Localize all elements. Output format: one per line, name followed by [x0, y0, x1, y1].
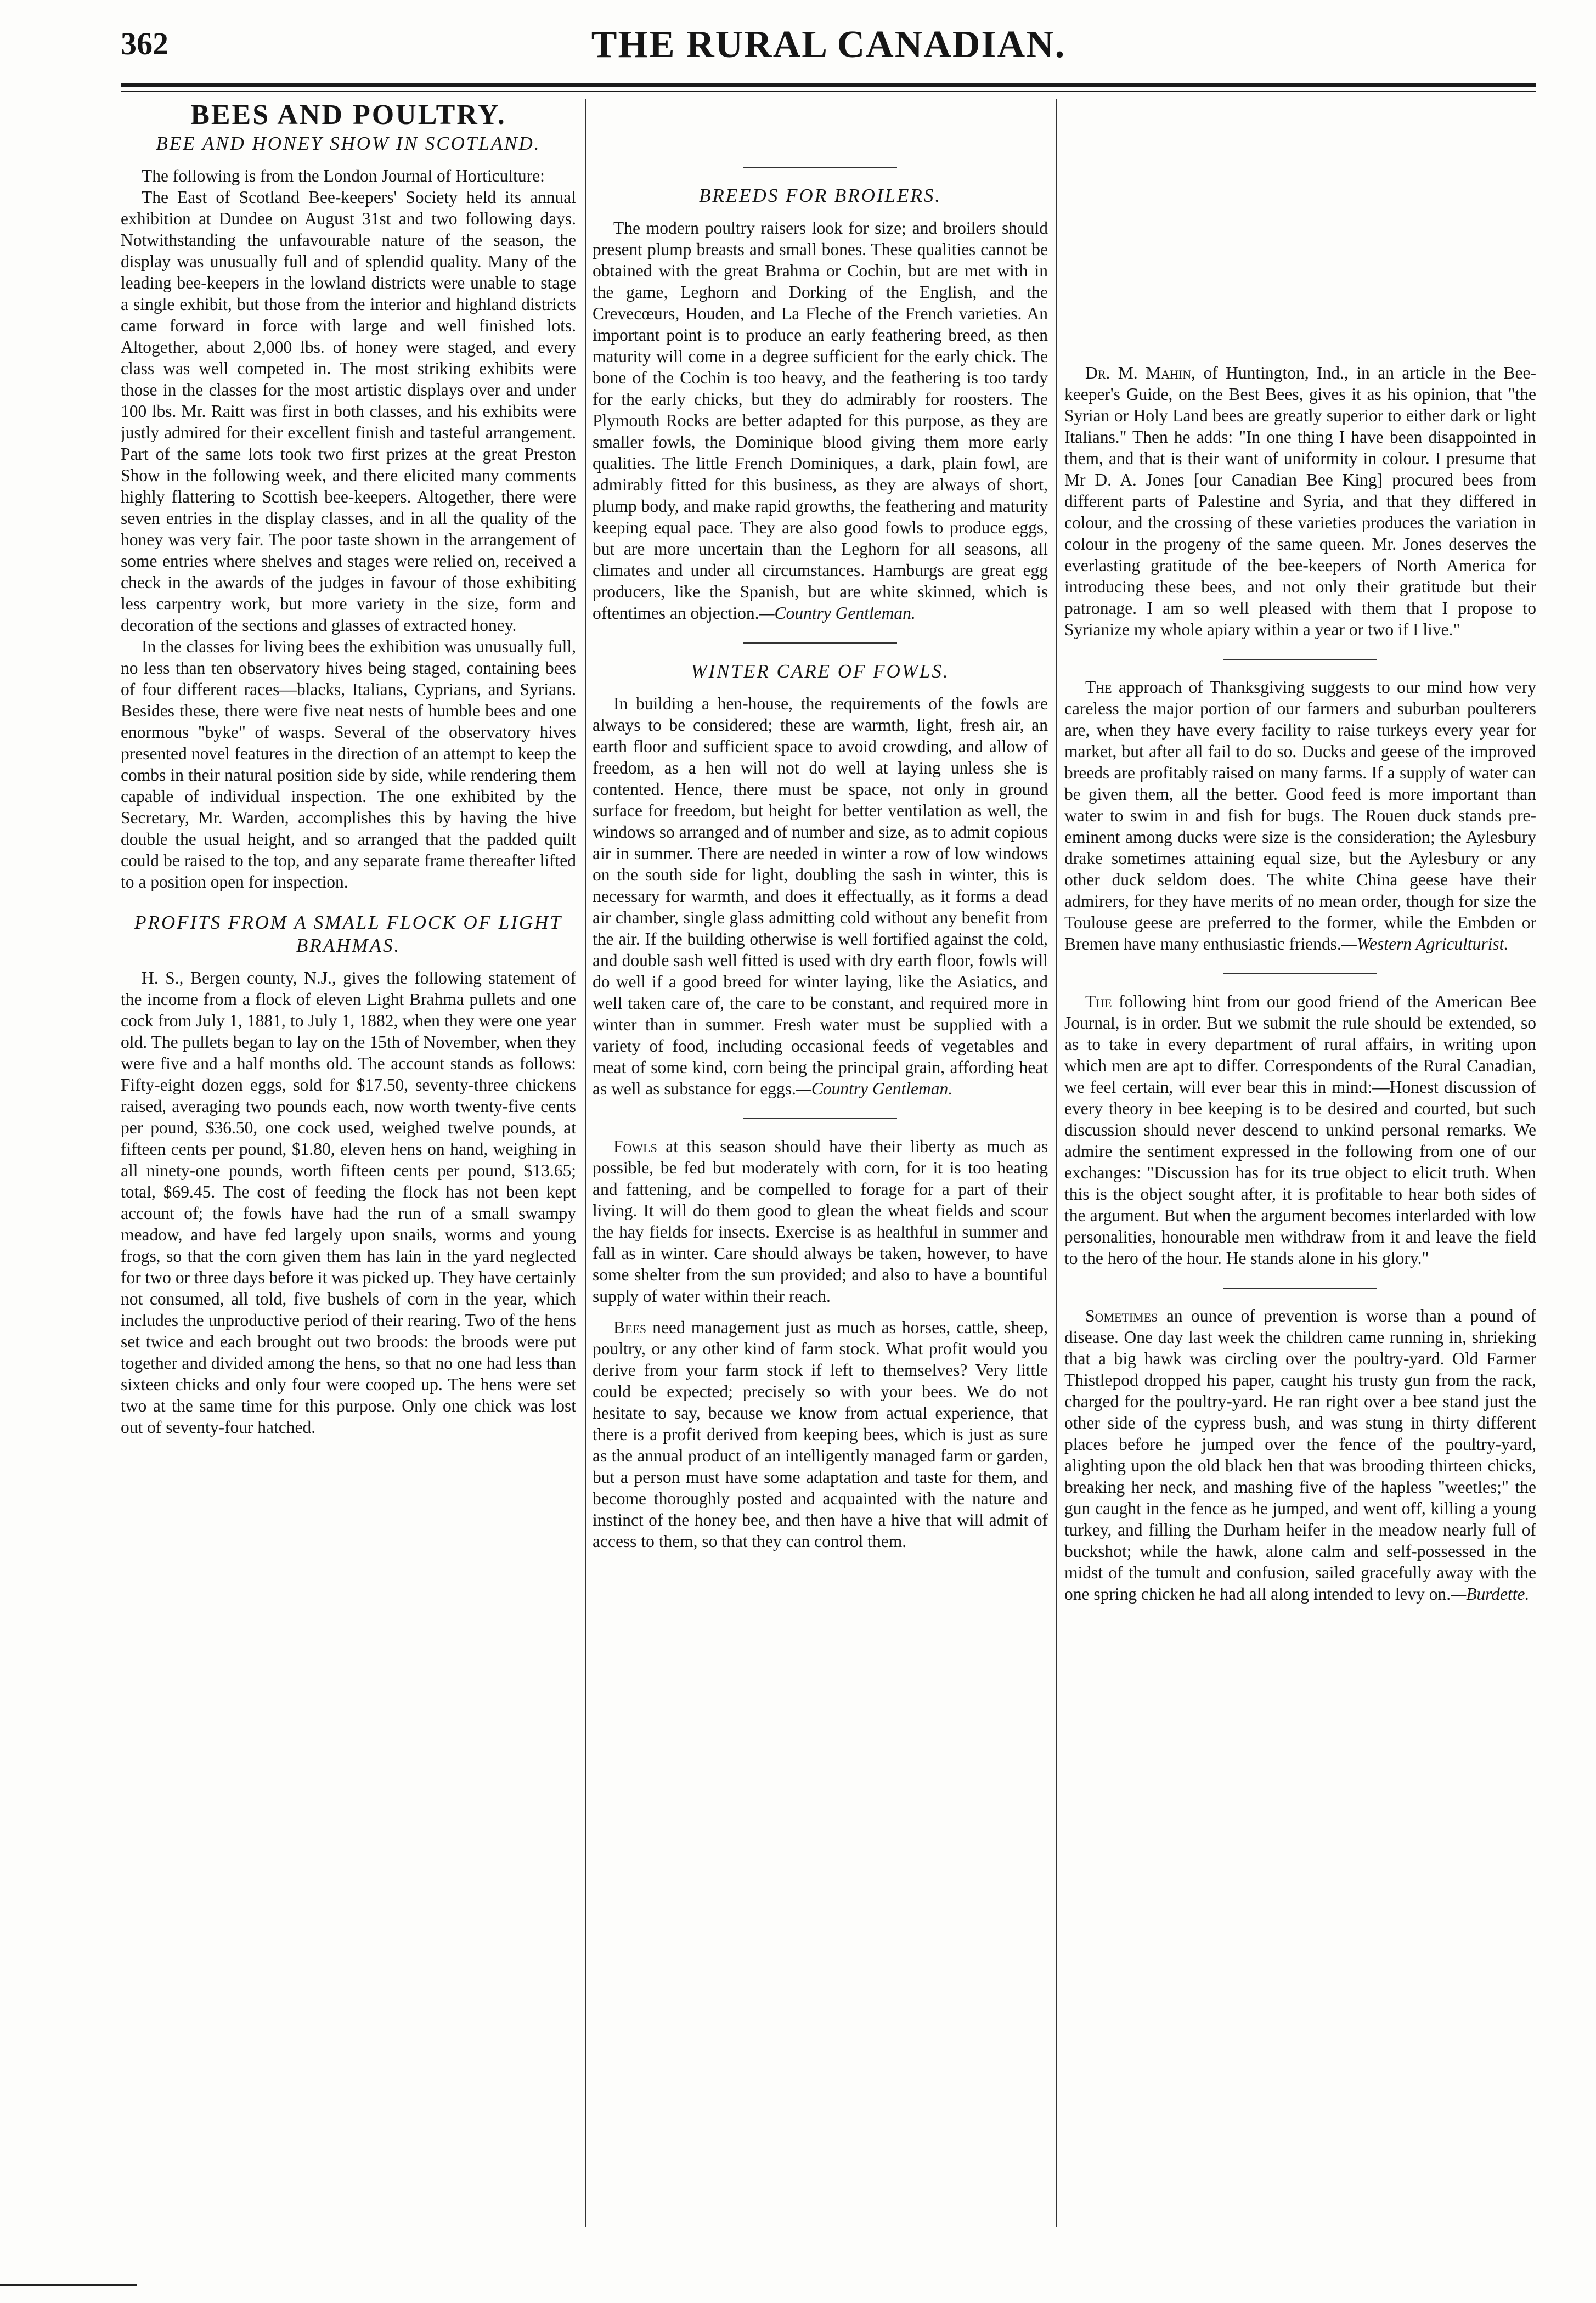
masthead: [121, 16, 1536, 77]
syrian-lead: Dr. M. Mahin: [1085, 363, 1192, 382]
broilers-text: The modern poultry raisers look for size; and broilers should present plump breasts and small bones. These qualities cannot be obtained with the great Brahma or Cochin, but are met with in the game, Leghorn and Dorking of the English, and the Crevecœurs, Houden, and La Fleche of the French varieties. An important point is to produce an early feathering breed, as then maturity will come in a degree sufficient for the early chick. The bone of the Cochin is too heavy, and the feathering is too tardy for the early chicks, but they do admirably for roosters. The Plymouth Rocks are better adapted for this purpose, as they are smaller fowls, the Dominique blood giving them more early qualities. The little French Dominiques, a dark, plain fowl, are admirably fitted for this business, as they are always of short, plump body, and make rapid growths, the feathering and maturity keeping equal pace. They are also good fowls to produce eggs, but are more uncertain than the Leghorn for all seasons, all climates and under all circumstances. Hamburgs are great egg producers, like the Spanish, but are white skinned, which is oftentimes an objection.: [593, 218, 1048, 623]
broilers-credit: —Country Gentleman.: [759, 603, 916, 623]
column-1: [121, 99, 576, 2227]
thanksgiving-paragraph: [1064, 676, 1536, 955]
header-rule-thick: [121, 83, 1536, 87]
article-separator: [743, 642, 897, 644]
hawk-text: an ounce of prevention is worse than a pound of disease. One day last week the children came running in, shrieking that a big hawk was circling over the poultry-yard. Old Farmer Thistlepod dropped his paper, caught his trusty gun from the rack, charged for the poultry-yard. He ran right over a bee stand just the other side of the cypress bush, and was stung in thirty different places before he jumped over the fence of the poultry-yard, alighting upon the old black hen that was brooding thirteen chicks, breaking her neck, and mashing five of the hapless "weetles;" the gun caught in the fence as he jumped, and went off, killing a young turkey, and filling the Durham heifer in the meadow nearly full of buckshot; while the hawk, alone calm and self-possessed in the midst of the tumult and confusion, sailed gracefully away with the one spring chicken he had all along intended to levy on.: [1064, 1306, 1536, 1604]
liberty-paragraph: [593, 1136, 1048, 1307]
hawk-lead: Sometimes: [1085, 1306, 1158, 1325]
thanksgiving-credit: —Western Agriculturist.: [1341, 934, 1509, 953]
page-number: 362: [121, 26, 168, 61]
article-title-winter: WINTER CARE OF FOWLS.: [691, 661, 950, 682]
thanksgiving-lead: The: [1085, 678, 1112, 697]
syrian-text: , of Huntington, Ind., in an article in the Bee-keeper's Guide, on the Best Bees, gives it as his opinion, that "the Syrian or Holy Land bees are greatly superior to either dark or light Italians." Then he adds: "In one thing I have been disappointed in them, and that is their want of uniformity in colour. I presume that Mr D. A. Jones [our Canadian Bee King] procured bees from different parts of Palestine and Syria, and that they differed in colour, and the crossing of these varieties produces the variation in colour in the progeny of the same queen. Mr. Jones deserves the everlasting gratitude of the bee-keepers of North America for introducing these bees, and not only their gratitude but their patronage. I am so well pleased with them that I propose to Syrianize my whole apiary within a year or two if I live.": [1064, 363, 1536, 639]
bees-lead: Bees: [613, 1318, 647, 1337]
column-divider: [1056, 99, 1057, 2227]
journal-title: THE RURAL CANADIAN.: [591, 24, 1066, 66]
column-3: [1064, 99, 1536, 2227]
article-separator: [1223, 1288, 1377, 1289]
winter-paragraph: [593, 693, 1048, 1099]
article-title-brahmas: PROFITS FROM A SMALL FLOCK OF LIGHT BRAHMAS.: [134, 912, 562, 956]
article-separator: [1223, 973, 1377, 974]
article-separator: [743, 1118, 897, 1119]
column-2: [593, 99, 1048, 2227]
liberty-lead: Fowls: [613, 1137, 657, 1156]
bee-show-paragraph: In the classes for living bees the exhibition was unusually full, no less than ten observatory hives being staged, containing bees of four different races—blacks, Italians, Cyprians, and Syrians. Besides these, there were five neat nests of humble bees and one enormous "byke" of wasps. Several of the observatory hives presented novel features in the direction of an attempt to keep the combs in their natural position side by side, while rendering them capable of individual inspection. The one exhibited by the Secretary, Mr. Warden, accomplishes this by having the hive double the usual height, and so arranged that the padded quilt could be raised to the top, and any separate frame thereafter lifted to a position open for inspection.: [121, 637, 576, 891]
discussion-text: following hint from our good friend of the American Bee Journal, is in order. But we submit the rule should be extended, so as to take in every department of rural affairs, in writing upon which men are apt to differ. Correspondents of the Rural Canadian, we feel certain, will ever bear this in mind:—Honest discussion of every theory in bee keeping is to be desired and courted, but such discussion should never descend to unkind personal remarks. We admire the sentiment expressed in the following from one of our exchanges: "Discussion has for its true object to elicit truth. When this is the object sought after, it is profitable to hear both sides of the argument. But when the argument becomes interlarded with low personalities, honourable men withdraw from it and leave the field to the hero of the hour. He stands alone in his glory.": [1064, 992, 1536, 1268]
hawk-paragraph: [1064, 1305, 1536, 1605]
liberty-text: at this season should have their liberty as much as possible, be fed but moderately with corn, for it is too heating and fattening, and be compelled to forage for a part of their living. It will do them good to glean the wheat fields and scour the hay fields for insects. Exercise is as healthful in summer and fall as in winter. Care should always be taken, however, to have some shelter from the sun provided; and also to have a bountiful supply of water within their reach.: [593, 1137, 1048, 1306]
winter-credit: —Country Gentleman.: [796, 1079, 953, 1098]
syrian-paragraph: [1064, 362, 1536, 640]
bee-show-intro: The following is from the London Journal of Horticulture:: [142, 166, 545, 185]
bee-show-paragraph: The East of Scotland Bee-keepers' Society held its annual exhibition at Dundee on August 31st and two following days. Notwithstanding the unfavourable nature of the season, the display was unusually full and of splendid quality. Many of the leading bee-keepers in the lowland districts were unable to stage a single exhibit, but those from the interior and highland districts came forward in force with large and well finished lots. Altogether, about 2,000 lbs. of honey were staged, and every class was well competed in. The most striking exhibits were those in the classes for the most artistic displays over and under 100 lbs. Mr. Raitt was first in both classes, and his exhibits were justly admired for their excellent finish and tasteful arrangement. Part of the same lots took two first prizes at the great Preston Show in the following week, and there elicited many comments highly flattering to Scottish bee-keepers. Altogether, there were seven entries in the display classes, and in all the quality of the honey was very fair. The poor taste shown in the arrangement of some entries where shelves and stages were relied on, received a check in the awards of the judges in favour of those exhibiting less carpentry work, but more variety in the size, form and decoration of the sections and glasses of extracted honey.: [121, 188, 576, 635]
bees-paragraph: [593, 1317, 1048, 1552]
hawk-credit: —Burdette.: [1451, 1584, 1530, 1604]
section-title: BEES AND POULTRY.: [190, 99, 506, 131]
thanksgiving-text: approach of Thanksgiving suggests to our mind how very careless the major portion of our farmers and suburban poulterers are, when they have every facility to raise turkeys every year for market, but after all fail to do so. Ducks and geese of the improved breeds are profitably raised on many farms. If a supply of water can be given them, all the better. Good feed is more important than water to swim in and fish for bugs. The Rouen duck stands pre-eminent among ducks were size is the consideration; the Aylesbury drake sometimes attaining equal size, but the Aylesbury or any other duck seldom does. The white China geese have their admirers, for they have merits of no mean order, though for size the Toulouse geese are preferred to the former, while the Embden or Bremen have many enthusiastic friends.: [1064, 678, 1536, 953]
article-separator: [743, 167, 897, 168]
winter-text: In building a hen-house, the requirements of the fowls are always to be considered; these are warmth, light, fresh air, an earth floor and sufficient space to avoid crowding, and allow of freedom, as a hen will not do well at laying unless she is contented. Hence, there must be space, not only in ground surface for freedom, but height for better ventilation as well, the windows so arranged and of number and size, as to admit copious air in summer. There are needed in winter a row of low windows on the south side for light, doubling the sash in winter, this is necessary for warmth, and does it effectually, as it forms a dead air chamber, single glass admitting cold without any benefit from the air. If the building otherwise is well fortified against the cold, and double sash well fitted is used with dry earth floor, fowls will do well if a good breed for winter laying, like the Asiatics, and well taken care of, the care to be constant, and required more in winter than in summer. Fresh water must be supplied with a variety of food, including occasional feeds of vegetables and meat of some kind, corn being the principal grain, affording heat as well as substance for eggs.: [593, 694, 1048, 1098]
brahmas-paragraph: H. S., Bergen county, N.J., gives the following statement of the income from a flock of eleven Light Brahma pullets and one cock from July 1, 1881, to July 1, 1882, when they were one year old. The pullets began to lay on the 15th of November, when they were five and a half months old. The account stands as follows: Fifty-eight dozen eggs, sold for $17.50, seventy-three chickens raised, averaging two pounds each, now worth twenty-five cents per pound, $36.50, one cock used, weighed twelve pounds, at fifteen cents per pound, $1.80, eleven hens on hand, weighing in all ninety-one pounds, worth fifteen cents per pound, $13.65; total, $69.45. The cost of feeding the flock has not been kept account of; the fowls have had the run of a small swampy meadow, and have fed largely upon snails, worms and young frogs, so that the corn given them has lain in the yard neglected for two or three days before it was picked up. They have certainly not consumed, all told, five bushels of corn in the year, which includes the unproductive period of their rearing. Two of the hens set twice and each brought out two broods: the broods were put together and divided among the hens, so that no one had less than sixteen chicks and only four were cooped up. The hens were set two at the same time for this purpose. Only one chick was lost out of seventy-four hatched.: [121, 968, 576, 1437]
discussion-lead: The: [1085, 992, 1112, 1011]
column-divider: [585, 99, 586, 2227]
footer-rule: [0, 2284, 137, 2286]
discussion-paragraph: [1064, 991, 1536, 1269]
article-title-bee-show: BEE AND HONEY SHOW IN SCOTLAND.: [156, 133, 541, 154]
header-rule-thin: [121, 91, 1536, 92]
broilers-paragraph: [593, 217, 1048, 624]
bees-text: need management just as much as horses, cattle, sheep, poultry, or any other kind of farm stock. What profit would you derive from your farm stock if left to themselves? Very little could be expected; precisely so with your bees. We do not hesitate to say, because we know from actual experience, that there is a profit derived from keeping bees, which is just as sure as the annual product of an intelligently managed farm or garden, but a person must have some adaptation and taste for them, and become thoroughly posted and acquainted with the nature and instinct of the honey bee, and then have a hive that will admit of access to them, so that they can control them.: [593, 1318, 1048, 1551]
article-title-broilers: BREEDS FOR BROILERS.: [699, 185, 941, 206]
article-separator: [1223, 659, 1377, 660]
